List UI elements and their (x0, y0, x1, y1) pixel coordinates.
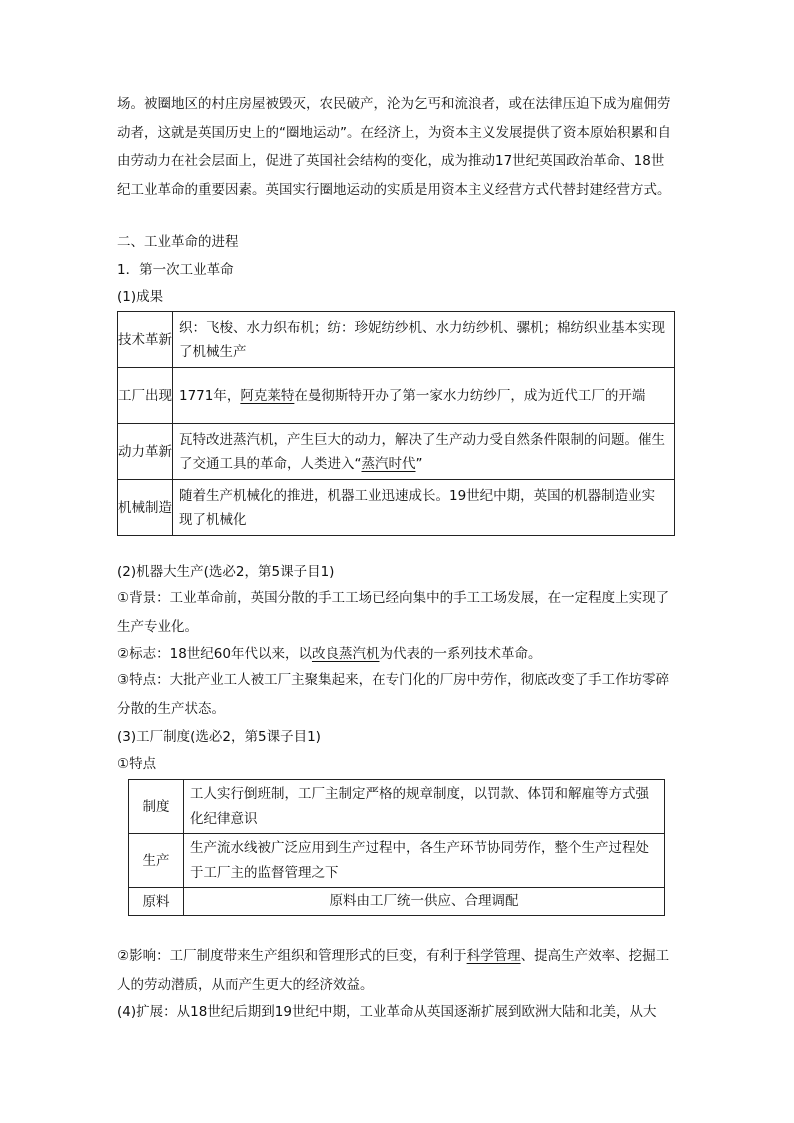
impact-text: 、提高生产效率、挖掘工人的劳动潜质，从而产生更大的经济效益。 (117, 948, 670, 993)
expansion-line: (4)扩展：从18世纪后期到19世纪中期，工业革命从英国逐渐扩展到欧洲大陆和北美，从大 (117, 1004, 657, 1020)
row-value: 织：飞梭、水力织布机；纺：珍妮纺纱机、水力纺纱机、骡机；棉纺织业基本实现了机械生产 (173, 312, 675, 368)
table-row (129, 834, 665, 888)
factory-system-heading: (3)工厂制度(选必2，第5课子目1) (117, 729, 321, 745)
intro-paragraph: 场。被圈地区的村庄房屋被毁灭，农民破产，沦为乞丐和流浪者，或在法律压迫下成为雇佣劳动者，这就是英国历史上的“圈地运动”。在经济上，为资本主义发展提供了资本原始积累和自由劳动力在社会层面上，促进了英国社会结构的变化，成为推动17世纪英国政治革命、18世纪工业革命的重要因素。英国实行圈地运动的实质是用资本主义经营方式代替封建经营方式。 (117, 96, 671, 198)
machine-background: ①背景：工业革命前，英国分散的手工工场已经向集中的手工工场发展，在一定程度上实现了生产专业化。 (117, 590, 670, 635)
underlined-term: 科学管理 (466, 948, 521, 964)
table-row (129, 780, 665, 834)
table-row (118, 480, 675, 536)
sign-text: 为代表的一系列技术革命。 (379, 646, 542, 662)
table-row (118, 368, 675, 424)
row-text: 瓦特改进蒸汽机，产生巨大的动力，解决了生产动力受自然条件限制的问题。催生了交通工具的革命，人类进入“ (179, 431, 665, 472)
sign-text: ②标志：18世纪60年代以来，以 (117, 646, 312, 662)
row-key: 原料 (129, 888, 184, 916)
table-row (118, 424, 675, 480)
factory-system-table (128, 779, 665, 916)
row-value (173, 424, 675, 480)
row-text: 在曼彻斯特开办了第一家水力纺纱厂，成为近代工厂的开端 (294, 387, 646, 404)
row-key: 机械制造 (118, 480, 173, 536)
results-label: (1)成果 (117, 289, 164, 305)
impact-text: ②影响：工厂制度带来生产组织和管理形式的巨变，有利于 (117, 948, 467, 964)
row-key: 技术革新 (118, 312, 173, 368)
row-key: 生产 (129, 834, 184, 888)
row-key: 制度 (129, 780, 184, 834)
section-heading: 二、工业革命的进程 (117, 234, 239, 250)
factory-impact (117, 942, 677, 999)
industrial-revolution-results-table (117, 311, 675, 536)
table-row (129, 888, 665, 916)
underlined-term: 阿克莱特 (240, 387, 295, 404)
machine-features: ③特点：大批产业工人被工厂主聚集起来，在专门化的厂房中劳作，彻底改变了手工作坊零碎分散的生产状态。 (117, 672, 670, 717)
machine-production-heading: (2)机器大生产(选必2，第5课子目1) (117, 564, 335, 580)
factory-features-label: ①特点 (117, 756, 157, 772)
row-text: ” (415, 455, 423, 472)
row-key: 动力革新 (118, 424, 173, 480)
row-value: 随着生产机械化的推进，机器工业迅速成长。19世纪中期，英国的机器制造业实现了机械化 (173, 480, 675, 536)
row-value: 工人实行倒班制，工厂主制定严格的规章制度，以罚款、体罚和解雇等方式强化纪律意识 (184, 780, 665, 834)
subsection-heading: 1．第一次工业革命 (117, 262, 234, 278)
machine-sign (117, 644, 541, 664)
underlined-term: 改良蒸汽机 (311, 646, 380, 662)
row-text: 1771年， (179, 387, 241, 404)
table-row (118, 312, 675, 368)
row-value: 生产流水线被广泛应用到生产过程中，各生产环节协同劳作，整个生产过程处于工厂主的监督管理之下 (184, 834, 665, 888)
row-value (173, 368, 675, 424)
row-key: 工厂出现 (118, 368, 173, 424)
underlined-term: 蒸汽时代 (361, 455, 416, 472)
row-value: 原料由工厂统一供应、合理调配 (184, 888, 665, 916)
